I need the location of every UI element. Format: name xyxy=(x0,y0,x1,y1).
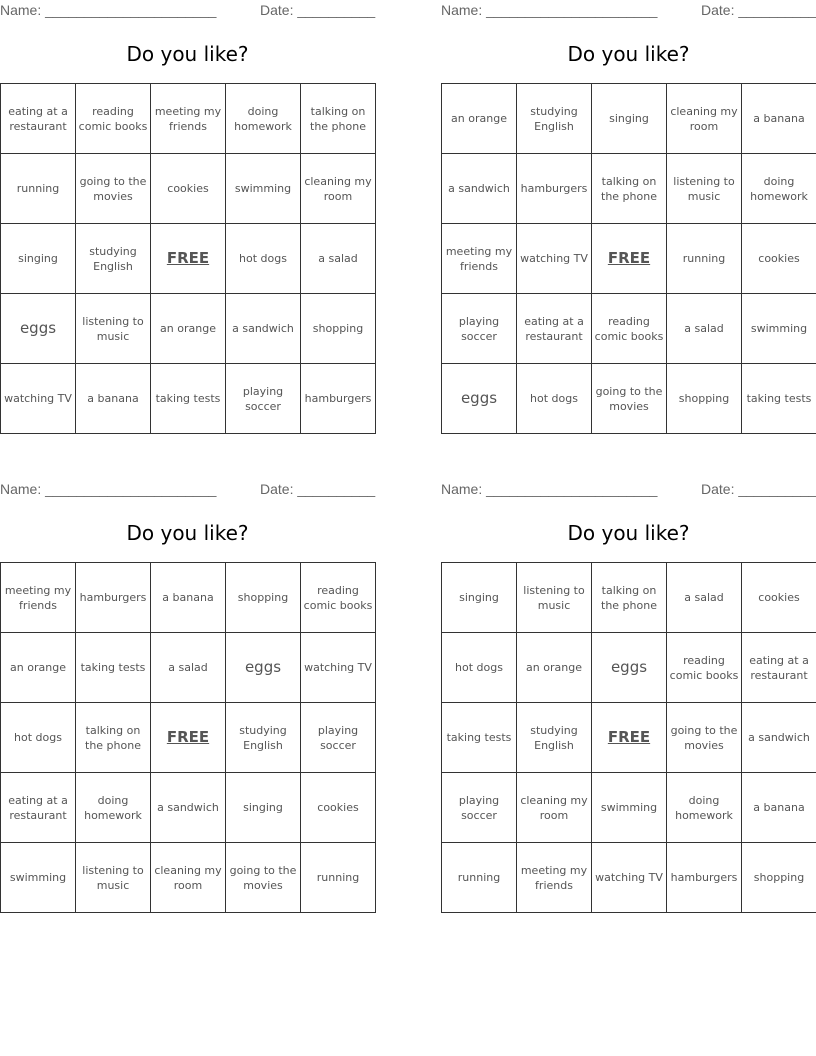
bingo-cell: studying English xyxy=(517,84,592,154)
bingo-card-3 xyxy=(0,479,375,912)
grid-row xyxy=(442,773,816,843)
bingo-cell: talking on the phone xyxy=(592,563,667,633)
free-space-cell: FREE xyxy=(151,703,226,773)
date-field-label: Date: __________ xyxy=(260,481,376,497)
bingo-cell: playing soccer xyxy=(442,773,517,843)
grid-row xyxy=(442,294,816,364)
bingo-cell: a salad xyxy=(667,563,742,633)
bingo-cell: a salad xyxy=(667,294,742,364)
bingo-cell: a salad xyxy=(301,224,376,294)
free-space-cell: FREE xyxy=(151,224,226,294)
bingo-cell: talking on the phone xyxy=(592,154,667,224)
bingo-cell: swimming xyxy=(592,773,667,843)
bingo-cell: hamburgers xyxy=(76,563,151,633)
grid-row xyxy=(442,563,816,633)
name-field-label: Name: ______________________ xyxy=(441,2,658,18)
bingo-cell: reading comic books xyxy=(592,294,667,364)
bingo-cell: a sandwich xyxy=(151,773,226,843)
bingo-cell: studying English xyxy=(76,224,151,294)
bingo-cell: an orange xyxy=(1,633,76,703)
bingo-cell: cookies xyxy=(151,154,226,224)
bingo-cell: eggs xyxy=(1,294,76,364)
bingo-cell: a salad xyxy=(151,633,226,703)
bingo-cell: a sandwich xyxy=(226,294,301,364)
grid-row xyxy=(1,773,376,843)
bingo-cell: eggs xyxy=(592,633,667,703)
bingo-cell: playing soccer xyxy=(301,703,376,773)
bingo-cell: shopping xyxy=(301,294,376,364)
bingo-cell: singing xyxy=(1,224,76,294)
bingo-cell: running xyxy=(301,843,376,913)
bingo-cell: reading comic books xyxy=(76,84,151,154)
free-space-cell: FREE xyxy=(592,224,667,294)
bingo-card-2 xyxy=(441,0,816,433)
bingo-cell: eggs xyxy=(226,633,301,703)
name-field-label: Name: ______________________ xyxy=(441,481,658,497)
grid-row xyxy=(1,364,376,434)
bingo-cell: an orange xyxy=(151,294,226,364)
bingo-cell: studying English xyxy=(517,703,592,773)
bingo-cell: shopping xyxy=(742,843,816,913)
date-field-label: Date: __________ xyxy=(701,481,816,497)
bingo-cell: running xyxy=(1,154,76,224)
bingo-cell: meeting my friends xyxy=(442,224,517,294)
bingo-cell: playing soccer xyxy=(442,294,517,364)
date-field-label: Date: __________ xyxy=(260,2,376,18)
bingo-cell: going to the movies xyxy=(592,364,667,434)
grid-row xyxy=(442,84,816,154)
bingo-cell: singing xyxy=(226,773,301,843)
bingo-cell: listening to music xyxy=(76,843,151,913)
grid-row xyxy=(442,843,816,913)
bingo-cell: taking tests xyxy=(442,703,517,773)
bingo-cell: eating at a restaurant xyxy=(1,84,76,154)
card-title: Do you like? xyxy=(567,521,690,545)
bingo-cell: hamburgers xyxy=(301,364,376,434)
bingo-cell: talking on the phone xyxy=(76,703,151,773)
bingo-cell: doing homework xyxy=(742,154,816,224)
grid-row xyxy=(442,703,816,773)
bingo-cell: hot dogs xyxy=(226,224,301,294)
bingo-cell: listening to music xyxy=(517,563,592,633)
grid-row xyxy=(442,364,816,434)
bingo-cell: a banana xyxy=(151,563,226,633)
card-title: Do you like? xyxy=(126,42,249,66)
grid-row xyxy=(1,294,376,364)
bingo-cell: eating at a restaurant xyxy=(1,773,76,843)
bingo-cell: cookies xyxy=(742,224,816,294)
bingo-cell: hot dogs xyxy=(442,633,517,703)
bingo-cell: cleaning my room xyxy=(517,773,592,843)
bingo-cell: taking tests xyxy=(76,633,151,703)
bingo-cell: shopping xyxy=(226,563,301,633)
bingo-cell: going to the movies xyxy=(76,154,151,224)
bingo-cell: cleaning my room xyxy=(667,84,742,154)
bingo-cell: eating at a restaurant xyxy=(742,633,816,703)
bingo-cell: eating at a restaurant xyxy=(517,294,592,364)
bingo-cell: an orange xyxy=(442,84,517,154)
bingo-cell: doing homework xyxy=(226,84,301,154)
bingo-cell: taking tests xyxy=(742,364,816,434)
date-field-label: Date: __________ xyxy=(701,2,816,18)
bingo-cell: cleaning my room xyxy=(301,154,376,224)
bingo-cell: cookies xyxy=(742,563,816,633)
grid-row xyxy=(442,154,816,224)
bingo-cell: taking tests xyxy=(151,364,226,434)
grid-row xyxy=(442,633,816,703)
bingo-cell: talking on the phone xyxy=(301,84,376,154)
grid-row xyxy=(1,563,376,633)
bingo-cell: a sandwich xyxy=(742,703,816,773)
bingo-cell: a banana xyxy=(742,84,816,154)
bingo-cell: watching TV xyxy=(592,843,667,913)
bingo-cell: watching TV xyxy=(1,364,76,434)
bingo-grid xyxy=(441,83,816,434)
grid-row xyxy=(1,703,376,773)
bingo-cell: a banana xyxy=(76,364,151,434)
bingo-card-1 xyxy=(0,0,375,433)
bingo-cell: a sandwich xyxy=(442,154,517,224)
bingo-cell: meeting my friends xyxy=(151,84,226,154)
bingo-cell: a banana xyxy=(742,773,816,843)
bingo-cell: watching TV xyxy=(517,224,592,294)
grid-row xyxy=(1,843,376,913)
bingo-cell: playing soccer xyxy=(226,364,301,434)
bingo-cell: listening to music xyxy=(667,154,742,224)
bingo-cell: doing homework xyxy=(76,773,151,843)
grid-row xyxy=(1,224,376,294)
bingo-cell: listening to music xyxy=(76,294,151,364)
grid-row xyxy=(1,633,376,703)
bingo-cell: swimming xyxy=(742,294,816,364)
bingo-cell: hamburgers xyxy=(517,154,592,224)
bingo-cell: meeting my friends xyxy=(517,843,592,913)
bingo-cell: reading comic books xyxy=(667,633,742,703)
bingo-grid xyxy=(0,83,376,434)
bingo-cell: swimming xyxy=(1,843,76,913)
bingo-cell: hamburgers xyxy=(667,843,742,913)
bingo-cell: studying English xyxy=(226,703,301,773)
card-title: Do you like? xyxy=(126,521,249,545)
bingo-grid xyxy=(441,562,816,913)
grid-row xyxy=(1,84,376,154)
bingo-cell: running xyxy=(442,843,517,913)
name-field-label: Name: ______________________ xyxy=(0,481,217,497)
bingo-cell: eggs xyxy=(442,364,517,434)
bingo-cell: hot dogs xyxy=(1,703,76,773)
name-field-label: Name: ______________________ xyxy=(0,2,217,18)
bingo-cell: going to the movies xyxy=(667,703,742,773)
bingo-cell: singing xyxy=(442,563,517,633)
bingo-cell: watching TV xyxy=(301,633,376,703)
bingo-cell: an orange xyxy=(517,633,592,703)
grid-row xyxy=(442,224,816,294)
bingo-grid xyxy=(0,562,376,913)
card-title: Do you like? xyxy=(567,42,690,66)
bingo-cell: running xyxy=(667,224,742,294)
bingo-card-4 xyxy=(441,479,816,912)
bingo-cell: singing xyxy=(592,84,667,154)
grid-row xyxy=(1,154,376,224)
bingo-cell: doing homework xyxy=(667,773,742,843)
bingo-cell: meeting my friends xyxy=(1,563,76,633)
bingo-cell: cleaning my room xyxy=(151,843,226,913)
free-space-cell: FREE xyxy=(592,703,667,773)
bingo-cell: swimming xyxy=(226,154,301,224)
bingo-cell: going to the movies xyxy=(226,843,301,913)
bingo-cell: shopping xyxy=(667,364,742,434)
bingo-cell: hot dogs xyxy=(517,364,592,434)
bingo-cell: cookies xyxy=(301,773,376,843)
bingo-cell: reading comic books xyxy=(301,563,376,633)
